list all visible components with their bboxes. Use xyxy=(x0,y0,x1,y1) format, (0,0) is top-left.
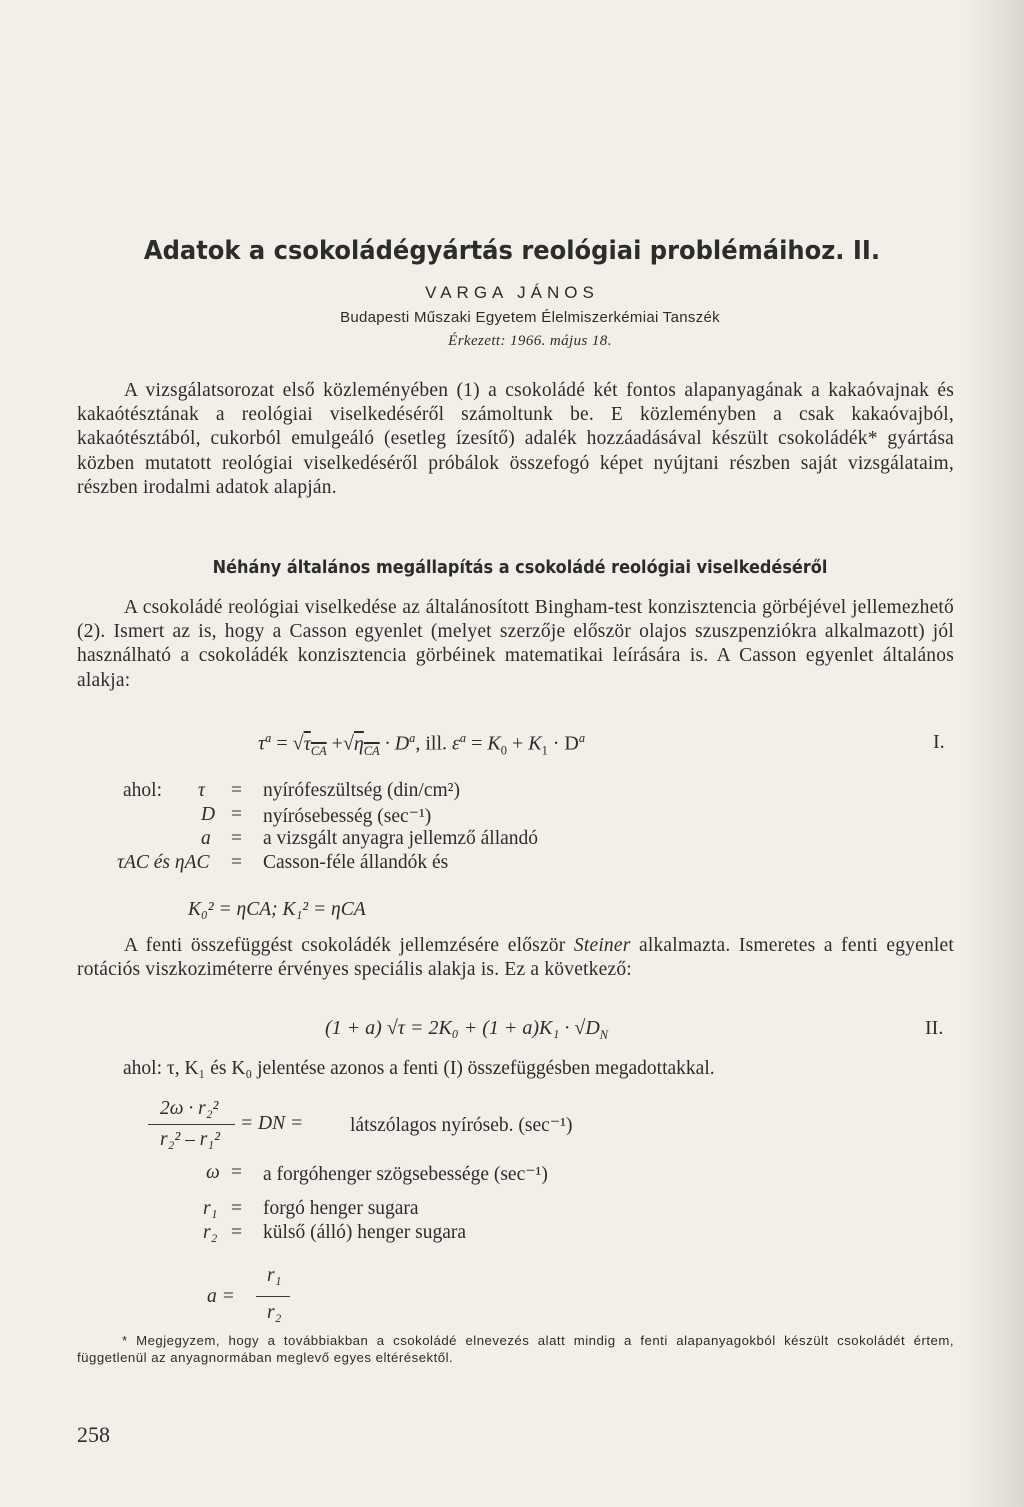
steiner-paragraph: A fenti összefüggést csokoládék jellemzésére először Steiner alkalmazta. Ismeretes a fenti egyenlet rotációs viszkoziméterre érvényes speciális alakja is. Ez a következő: xyxy=(77,935,955,981)
omega-text: a forgóhenger szögsebessége (sec⁻¹) xyxy=(263,1164,548,1185)
definition-text: nyírófeszültség (din/cm²) xyxy=(263,780,460,801)
definition-symbol: τAC és ηAC xyxy=(117,852,210,873)
definition-text: Casson-féle állandók és xyxy=(263,852,449,873)
k-relation: K₀² = ηCA; K₁² = ηCA xyxy=(188,899,366,920)
author-name: VARGA JÁNOS xyxy=(425,283,599,302)
fraction-text: látszólagos nyíróseb. (sec⁻¹) xyxy=(350,1115,573,1136)
fraction-denominator: r₂² – r₁² xyxy=(160,1129,220,1150)
page-edge-shadow xyxy=(964,0,1024,1507)
fraction-numerator: 2ω · r₂² xyxy=(160,1098,219,1119)
page-number: 258 xyxy=(77,1422,110,1447)
a-fraction-denominator: r₂ xyxy=(267,1302,282,1323)
r2-equals: = xyxy=(231,1222,242,1243)
section-heading: Néhány általános megállapítás a csokoládé reológiai viselkedéséről xyxy=(212,558,828,578)
definition-equals: = xyxy=(231,804,242,825)
fraction-line xyxy=(148,1124,235,1125)
definitions-intro: ahol: xyxy=(123,780,162,801)
fraction-rhs: = DN = xyxy=(240,1113,304,1134)
institution: Budapesti Műszaki Egyetem Élelmiszerkémiai Tanszék xyxy=(340,309,720,326)
equation-1-number: I. xyxy=(933,731,945,753)
ahol-2: ahol: τ, K₁ és K₀ jelentése azonos a fenti (I) összefüggésben megadottakkal. xyxy=(123,1058,715,1079)
definition-equals: = xyxy=(231,852,242,873)
definition-symbol: τ xyxy=(198,780,205,801)
r2-symbol: r₂ xyxy=(203,1222,218,1243)
definition-equals: = xyxy=(231,828,242,849)
r1-symbol: r₁ xyxy=(203,1198,218,1219)
definition-symbol: a xyxy=(201,828,211,849)
definition-text: nyírósebesség (sec⁻¹) xyxy=(263,806,432,827)
equation-1: $\tau^a = √\tau_{CA} +√\eta_{CA} \cdot D^a$, ill. $\varepsilon^a = K_0 + K_1 \cdot D^a$ xyxy=(258,731,586,758)
definition-text: a vizsgált anyagra jellemző állandó xyxy=(263,828,539,849)
a-fraction-numerator: r₁ xyxy=(267,1265,282,1286)
omega-equals: = xyxy=(231,1162,242,1183)
definition-symbol: D xyxy=(201,804,216,825)
r2-text: külső (álló) henger sugara xyxy=(263,1222,467,1243)
footnote: * Megjegyzem, hogy a továbbiakban a csokoládé elnevezés alatt mindig a fenti alapanyagokból készült csokoládét értem, függetlenül az anyagnormában meglevő egyes eltérésektől. xyxy=(77,1333,954,1365)
a-fraction-line xyxy=(256,1296,290,1297)
section-paragraph: A csokoládé reológiai viselkedése az általánosított Bingham-test konzisztencia görbéjével jellemezhető (2). Ismert az is, hogy a Casson egyenlet (melyet szerzője először olajos szuszpenziókra alkalmazott) jól használható a csokoládék konzisztencia görbéinek matematikai leírására is. A Casson egyenlet általános alakja: xyxy=(77,597,954,691)
received-date: Érkezett: 1966. május 18. xyxy=(448,333,612,349)
r1-equals: = xyxy=(231,1198,242,1219)
article-title: Adatok a csokoládégyártás reológiai problémáihoz. II. xyxy=(143,236,881,266)
equation-2: (1 + a) $√\tau = 2K_0 + (1 + a)K_1 \cdot √D_N$ xyxy=(325,1017,609,1042)
r1-text: forgó henger sugara xyxy=(263,1198,419,1219)
steiner-name: Steiner xyxy=(573,935,631,956)
definition-equals: = xyxy=(231,780,242,801)
omega-symbol: ω xyxy=(206,1162,220,1183)
a-fraction-lhs: a = xyxy=(207,1286,235,1307)
intro-paragraph: A vizsgálatsorozat első közleményében (1) a csokoládé két fontos alapanyagának a kakaóvajnak és kakaótésztának a reológiai viselkedéséről számoltunk be. E közleményben a csak kakaóvajból, kakaótésztából, cukorból emulgeáló (esetleg ízesítő) adalék hozzáadásával készült csokoládék* gyártása közben mutatott reológiai viselkedéséről próbálok összefogó képet nyújtani részben saját vizsgálataim, részben irodalmi adatok alapján. xyxy=(77,380,954,498)
equation-2-number: II. xyxy=(925,1017,944,1039)
